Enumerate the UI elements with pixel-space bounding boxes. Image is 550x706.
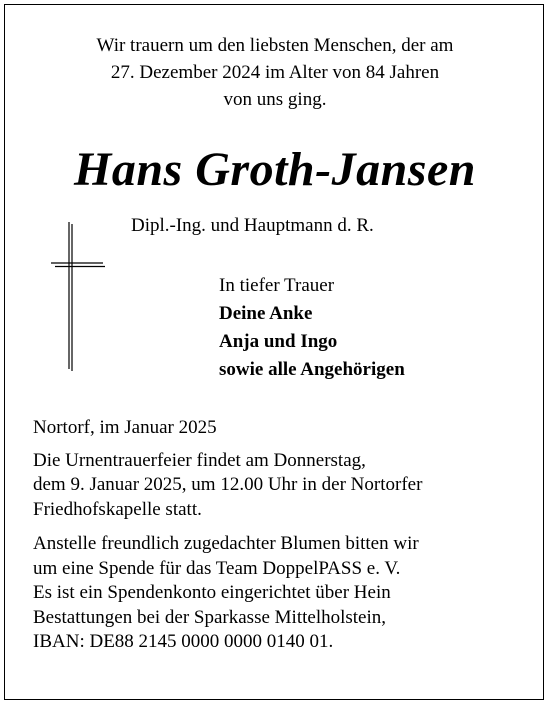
deceased-name: Hans Groth-Jansen	[74, 143, 476, 196]
ceremony-line: Friedhofskapelle statt.	[33, 498, 202, 520]
mourner-name: Deine Anke	[219, 303, 313, 324]
donation-line: um eine Spende für das Team DoppelPASS e. V.	[33, 557, 401, 579]
intro-line: von uns ging.	[223, 89, 327, 110]
mourner-name: sowie alle Angehörigen	[219, 359, 405, 380]
intro-text	[0, 32, 550, 113]
mourners-intro: In tiefer Trauer	[219, 275, 335, 296]
ceremony-line: Die Urnentrauerfeier findet am Donnerstag,	[33, 449, 366, 471]
ceremony-line: dem 9. Januar 2025, um 12.00 Uhr in der Nortorfer	[33, 474, 423, 495]
latin-cross-icon	[48, 219, 108, 377]
details-block	[33, 416, 422, 665]
donation-line: Es ist ein Spendenkonto eingerichtet über Hein	[33, 582, 391, 603]
mourner-name: Anja und Ingo	[219, 331, 338, 352]
place-date-text: Nortorf, im Januar 2025	[33, 417, 217, 438]
donation-line: IBAN: DE88 2145 0000 0000 0140 01.	[33, 631, 334, 652]
deceased-title: Dipl.-Ing. und Hauptmann d. R.	[131, 215, 374, 236]
donation-line: Anstelle freundlich zugedachter Blumen bitten wir	[33, 533, 419, 554]
mourners-block	[219, 272, 405, 384]
place-date	[33, 416, 422, 441]
ceremony-paragraph	[33, 449, 422, 523]
intro-line: 27. Dezember 2024 im Alter von 84 Jahren	[110, 62, 440, 83]
intro-line: Wir trauern um den liebsten Menschen, der am	[96, 35, 454, 56]
donation-line: Bestattungen bei der Sparkasse Mittelholstein,	[33, 606, 387, 628]
donation-paragraph	[33, 532, 422, 655]
